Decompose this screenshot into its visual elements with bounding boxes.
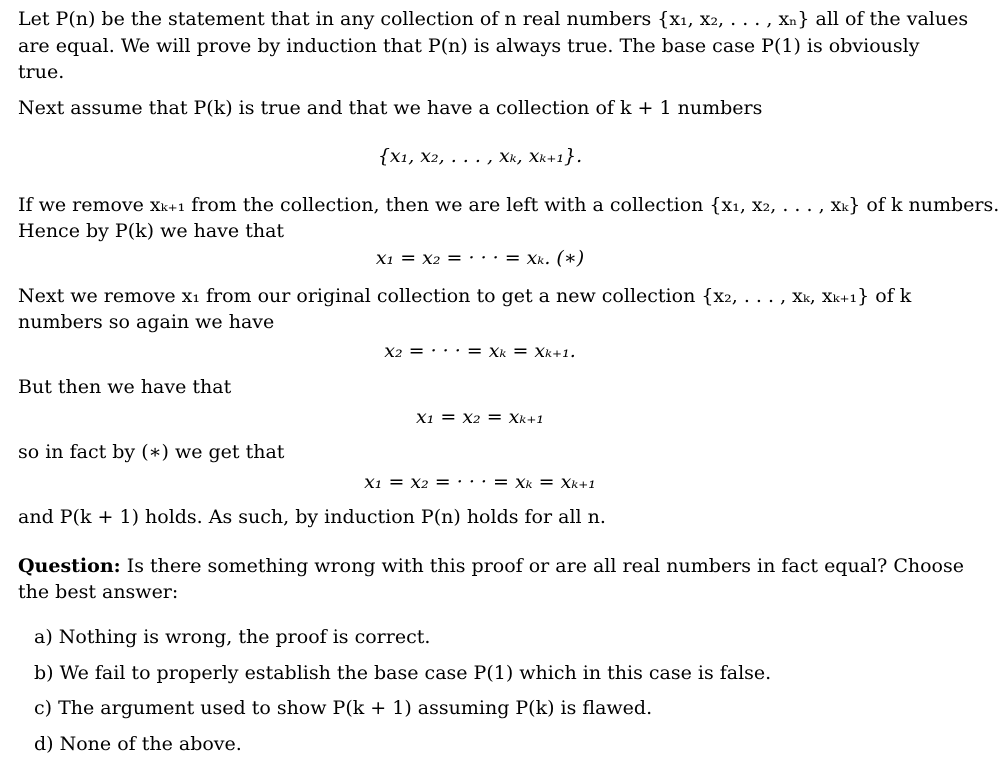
question-line-1 xyxy=(18,553,964,579)
conclusion-line: and P(k + 1) holds. As such, by induction P(n) holds for all n. xyxy=(18,506,606,528)
set-display: {x₁, x₂, . . . , xₖ, xₖ₊₁}. xyxy=(377,145,583,167)
question-text: Is there something wrong with this proof or are all real numbers in fact equal? Choose xyxy=(120,555,964,577)
question-label: Question: xyxy=(18,555,121,577)
remove-line-2: Hence by P(k) we have that xyxy=(18,220,285,242)
question-line-2: the best answer: xyxy=(18,581,179,603)
equation-3: x₁ = x₂ = xₖ₊₁ xyxy=(416,406,544,428)
but-then-line: But then we have that xyxy=(18,376,232,398)
intro-line-2: are equal. We will prove by induction that P(n) is always true. The base case P(1) is obviously xyxy=(18,35,920,57)
equation-star: x₁ = x₂ = · · · = xₖ. (∗) xyxy=(375,247,585,269)
equation-2: x₂ = · · · = xₖ = xₖ₊₁. xyxy=(384,340,576,362)
assume-line: Next assume that P(k) is true and that we have a collection of k + 1 numbers xyxy=(18,97,763,119)
option-b: b) We fail to properly establish the base case P(1) which in this case is false. xyxy=(34,662,772,684)
next-line-2: numbers so again we have xyxy=(18,311,275,333)
option-c: c) The argument used to show P(k + 1) assuming P(k) is flawed. xyxy=(34,697,653,719)
option-d: d) None of the above. xyxy=(34,733,242,755)
intro-line-3: true. xyxy=(18,61,65,83)
option-a: a) Nothing is wrong, the proof is correct. xyxy=(34,626,431,648)
equation-4: x₁ = x₂ = · · · = xₖ = xₖ₊₁ xyxy=(364,471,596,493)
intro-line-1: Let P(n) be the statement that in any collection of n real numbers {x₁, x₂, . . . , xₙ} all of the values xyxy=(18,8,969,30)
so-in-fact-line: so in fact by (∗) we get that xyxy=(18,441,285,463)
next-line-1: Next we remove x₁ from our original collection to get a new collection {x₂, . . . , xₖ, xₖ₊₁} of k xyxy=(18,285,912,307)
remove-line-1: If we remove xₖ₊₁ from the collection, then we are left with a collection {x₁, x₂, . . . , xₖ} of k numbers. xyxy=(18,194,1000,216)
